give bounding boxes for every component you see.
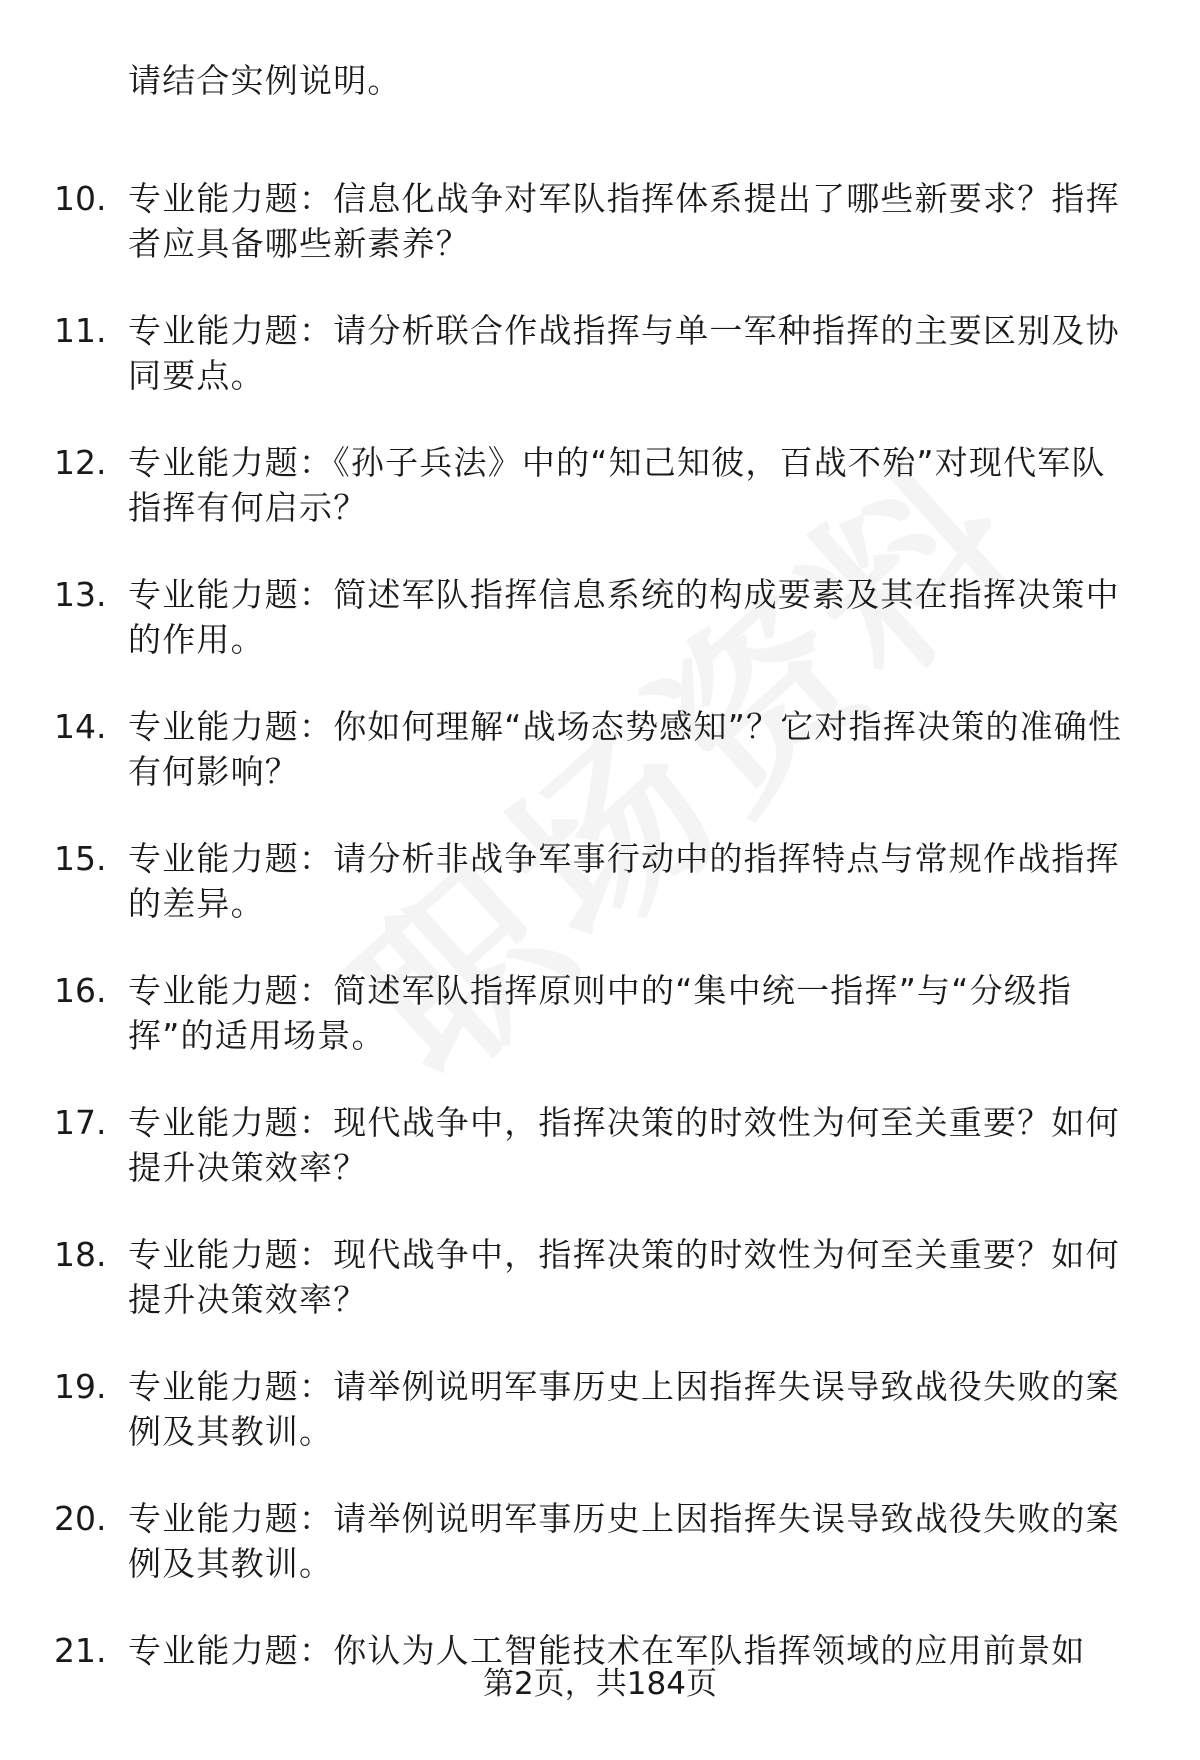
question-item-19 bbox=[0, 1364, 1200, 1496]
question-item-14 bbox=[0, 704, 1200, 836]
question-number: 10. bbox=[54, 179, 107, 218]
question-number: 11. bbox=[54, 311, 107, 350]
question-text: 专业能力题：《孙子兵法》中的“知己知彼，百战不殆”对现代军队指挥有何启示？ bbox=[128, 443, 1106, 527]
question-text: 专业能力题：请举例说明军事历史上因指挥失误导致战役失败的案例及其教训。 bbox=[128, 1499, 1120, 1583]
question-item-15 bbox=[0, 836, 1200, 968]
question-item-12 bbox=[0, 440, 1200, 572]
question-number: 16. bbox=[54, 971, 107, 1010]
question-item-11 bbox=[0, 308, 1200, 440]
question-text: 专业能力题：简述军队指挥信息系统的构成要素及其在指挥决策中的作用。 bbox=[128, 575, 1120, 659]
question-item-20 bbox=[0, 1496, 1200, 1628]
question-text: 专业能力题：信息化战争对军队指挥体系提出了哪些新要求？指挥者应具备哪些新素养？ bbox=[128, 179, 1120, 263]
question-item-10 bbox=[0, 176, 1200, 308]
question-number: 13. bbox=[54, 575, 107, 614]
question-number: 19. bbox=[54, 1367, 107, 1406]
question-continuation bbox=[0, 58, 1200, 176]
question-text: 专业能力题：请分析联合作战指挥与单一军种指挥的主要区别及协同要点。 bbox=[128, 311, 1120, 395]
question-text: 专业能力题：你如何理解“战场态势感知”？它对指挥决策的准确性有何影响？ bbox=[128, 707, 1123, 791]
question-item-13 bbox=[0, 572, 1200, 704]
question-item-16 bbox=[0, 968, 1200, 1100]
question-item-17 bbox=[0, 1100, 1200, 1232]
question-number: 21. bbox=[54, 1631, 107, 1670]
question-item-18 bbox=[0, 1232, 1200, 1364]
question-number: 14. bbox=[54, 707, 107, 746]
question-text: 专业能力题：请举例说明军事历史上因指挥失误导致战役失败的案例及其教训。 bbox=[128, 1367, 1120, 1451]
page-footer: 第2页，共184页 bbox=[483, 1666, 717, 1702]
question-number: 17. bbox=[54, 1103, 107, 1142]
question-text: 专业能力题：请分析非战争军事行动中的指挥特点与常规作战指挥的差异。 bbox=[128, 839, 1120, 923]
question-text: 专业能力题：现代战争中，指挥决策的时效性为何至关重要？如何提升决策效率？ bbox=[128, 1103, 1120, 1187]
question-text: 专业能力题：现代战争中，指挥决策的时效性为何至关重要？如何提升决策效率？ bbox=[128, 1235, 1120, 1319]
question-text: 专业能力题：简述军队指挥原则中的“集中统一指挥”与“分级指挥”的适用场景。 bbox=[128, 971, 1073, 1055]
question-text: 专业能力题：你认为人工智能技术在军队指挥领域的应用前景如 bbox=[128, 1631, 1086, 1670]
continuation-text: 请结合实例说明。 bbox=[128, 61, 402, 100]
question-number: 18. bbox=[54, 1235, 107, 1274]
question-number: 12. bbox=[54, 443, 107, 482]
question-number: 20. bbox=[54, 1499, 107, 1538]
question-list bbox=[0, 58, 1200, 1760]
question-number: 15. bbox=[54, 839, 107, 878]
